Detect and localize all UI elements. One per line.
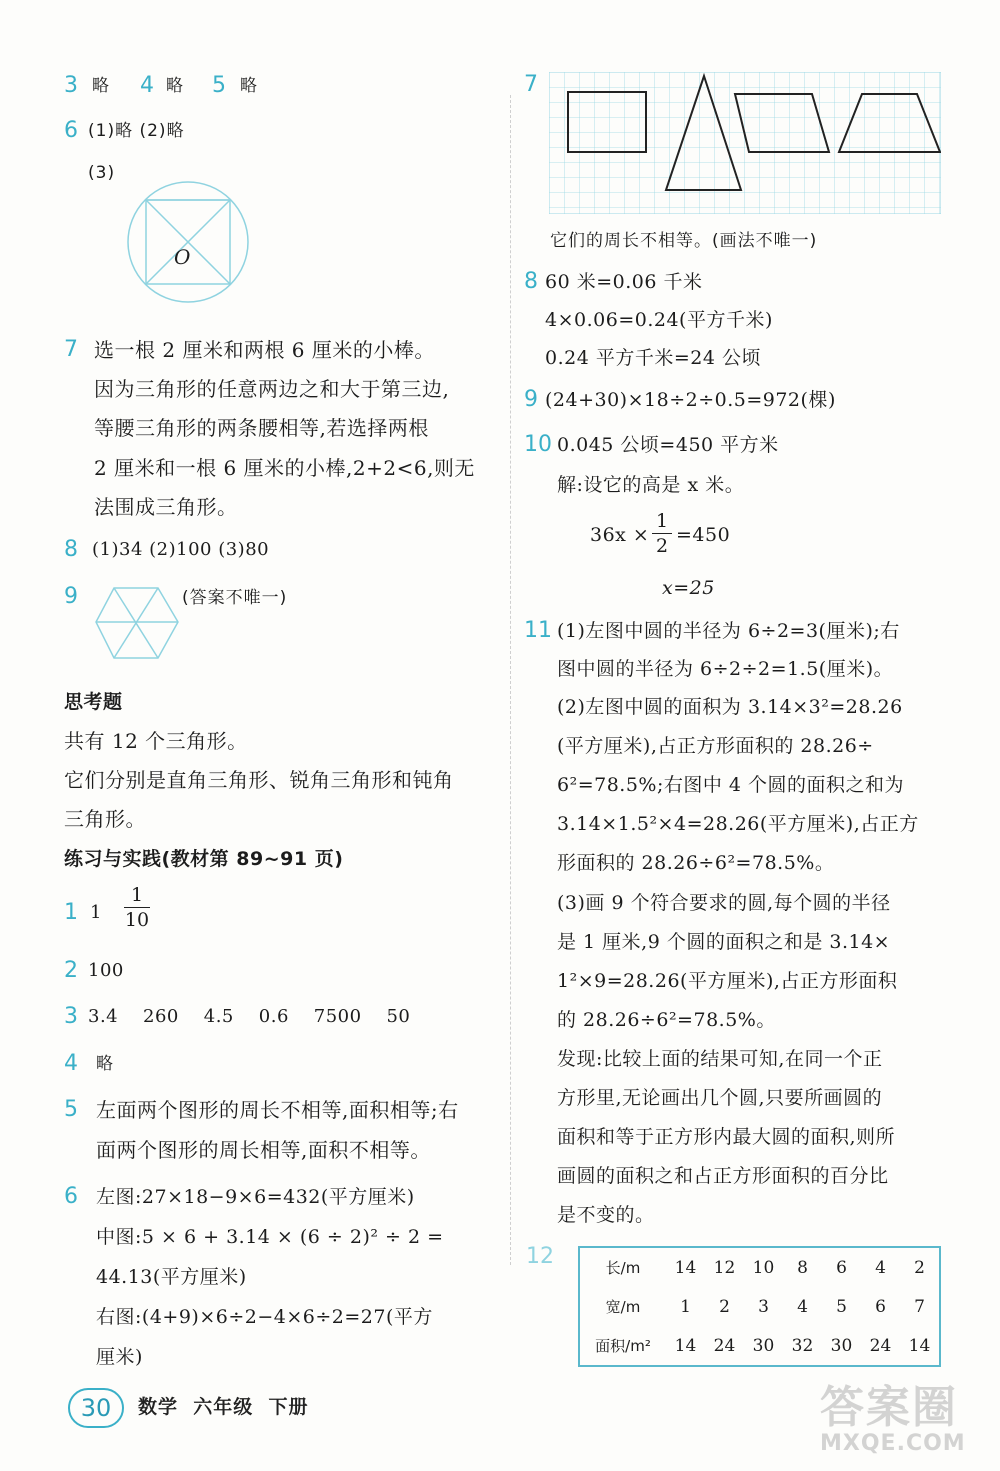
think-line: 它们分别是直角三角形、锐角三角形和钝角	[64, 768, 454, 792]
r11-number: 11	[524, 618, 552, 643]
r11-line: 是 1 厘米,9 个圆的面积之和是 3.14×	[557, 931, 891, 953]
r10-solution: x=25	[662, 577, 715, 599]
r11-line: 形面积的 28.26÷6²=78.5%。	[557, 852, 835, 874]
q4-number: 4	[140, 73, 154, 98]
think-line: 三角形。	[64, 807, 146, 831]
page-number-badge: 30	[68, 1388, 124, 1428]
r10-equation-left: 36x ×	[590, 524, 650, 546]
r12-number: 12	[526, 1244, 554, 1269]
footer-book-title: 数学 六年级 下册	[138, 1396, 309, 1418]
table-cell: 3	[758, 1296, 769, 1317]
q8-answer: (1)34 (2)100 (3)80	[92, 539, 270, 560]
q7-number: 7	[64, 337, 78, 362]
table-cell: 24	[713, 1335, 736, 1356]
p6-line: 厘米)	[96, 1346, 143, 1368]
table-cell: 4	[797, 1296, 808, 1317]
r11-line: 1²×9=28.26(平方厘米),占正方形面积	[557, 970, 898, 992]
r10-fraction-denominator: 2	[655, 535, 669, 557]
p3-number: 3	[64, 1004, 78, 1029]
r10-fraction-numerator: 1	[655, 510, 669, 532]
practice-title: 练习与实践(教材第 89~91 页)	[64, 848, 344, 870]
hexagon-figure	[92, 582, 184, 664]
r9-number: 9	[524, 387, 538, 412]
table-cell: 6	[836, 1257, 847, 1278]
r11-line: 发现:比较上面的结果可知,在同一个正	[557, 1048, 883, 1070]
q5-answer: 略	[240, 76, 258, 96]
p6-line: 右图:(4+9)×6÷2−4×6÷2=27(平方	[96, 1306, 433, 1328]
table-cell: 30	[752, 1335, 775, 1356]
r11-line: 画圆的面积之和占正方形面积的百分比	[557, 1165, 889, 1187]
dimensions-table	[578, 1246, 941, 1367]
table-row-header: 面积/m²	[595, 1337, 651, 1355]
column-divider	[510, 95, 511, 1265]
r10-fraction	[652, 510, 672, 557]
table-cell: 6	[875, 1296, 886, 1317]
r10-equation-right: =450	[676, 524, 731, 546]
p5-number: 5	[64, 1097, 78, 1122]
table-cell: 10	[752, 1257, 775, 1278]
p4-answer: 略	[96, 1054, 114, 1074]
r11-line: (平方厘米),占正方形面积的 28.26÷	[557, 735, 874, 757]
r7-number: 7	[524, 72, 538, 97]
shapes-grid-figure	[549, 72, 941, 214]
think-title: 思考题	[64, 691, 123, 713]
table-cell: 2	[719, 1296, 730, 1317]
r10-line1: 0.045 公顷=450 平方米	[557, 434, 779, 456]
q3-answer: 略	[92, 76, 110, 96]
r11-line: (3)画 9 个符合要求的圆,每个圆的半径	[557, 892, 891, 914]
watermark	[820, 1384, 966, 1456]
q9-number: 9	[64, 584, 78, 609]
fraction-bar	[652, 533, 672, 534]
p6-line: 44.13(平方厘米)	[96, 1266, 247, 1288]
q7-line: 因为三角形的任意两边之和大于第三边,	[94, 377, 450, 401]
q6-number: 6	[64, 118, 78, 143]
table-cell: 4	[875, 1257, 886, 1278]
r11-line: (2)左图中圆的面积为 3.14×3²=28.26	[557, 696, 903, 718]
p3-answer: 3.4 260 4.5 0.6 7500 50	[88, 1006, 411, 1027]
circle-square-figure	[118, 172, 260, 314]
table-cell: 7	[914, 1296, 925, 1317]
table-cell: 14	[908, 1335, 931, 1356]
r8-line: 4×0.06=0.24(平方千米)	[545, 309, 773, 331]
p6-line: 左图:27×18−9×6=432(平方厘米)	[96, 1186, 415, 1208]
table-cell: 5	[836, 1296, 847, 1317]
table-cell: 32	[791, 1335, 814, 1356]
q7-line: 2 厘米和一根 6 厘米的小棒,2+2<6,则无	[94, 456, 475, 480]
p6-number: 6	[64, 1184, 78, 1209]
q8-number: 8	[64, 537, 78, 562]
r11-line: 是不变的。	[557, 1204, 655, 1226]
p2-answer: 100	[88, 960, 124, 981]
q7-line: 选一根 2 厘米和两根 6 厘米的小棒。	[94, 338, 435, 362]
q7-line: 法围成三角形。	[94, 495, 238, 519]
table-cell: 8	[797, 1257, 808, 1278]
p1-numerator: 1	[130, 884, 144, 906]
table-cell: 1	[680, 1296, 691, 1317]
r8-line: 0.24 平方千米=24 公顷	[545, 347, 761, 369]
q4-answer: 略	[166, 76, 184, 96]
watermark-url: MXQE.COM	[820, 1431, 966, 1456]
r11-line: 的 28.26÷6²=78.5%。	[557, 1009, 776, 1031]
table-row-header: 长/m	[605, 1259, 641, 1277]
table-cell: 24	[869, 1335, 892, 1356]
q3-number: 3	[64, 73, 78, 98]
q9-note: (答案不唯一)	[182, 588, 288, 608]
table-row	[579, 1287, 940, 1326]
fraction-bar	[124, 907, 150, 908]
r11-line: 面积和等于正方形内最大圆的面积,则所	[557, 1126, 896, 1148]
r11-line: (1)左图中圆的半径为 6÷2=3(厘米);右	[557, 620, 900, 642]
p2-number: 2	[64, 958, 78, 983]
r9-answer: (24+30)×18÷2÷0.5=972(棵)	[545, 389, 836, 411]
r8-number: 8	[524, 269, 538, 294]
q6-part3-label: (3)	[88, 163, 116, 183]
r11-line: 3.14×1.5²×4=28.26(平方厘米),占正方	[557, 813, 919, 835]
table-row	[579, 1247, 940, 1287]
think-line: 共有 12 个三角形。	[64, 729, 248, 753]
p1-number: 1	[64, 900, 78, 925]
q5-number: 5	[212, 73, 226, 98]
r11-line: 6²=78.5%;右图中 4 个圆的面积之和为	[557, 774, 905, 796]
p1-whole: 1	[90, 902, 102, 923]
table-row-header: 宽/m	[605, 1298, 641, 1316]
watermark-text: 答案圈	[820, 1382, 958, 1433]
table-cell: 2	[914, 1257, 925, 1278]
q7-line: 等腰三角形的两条腰相等,若选择两根	[94, 416, 429, 440]
p4-number: 4	[64, 1051, 78, 1076]
p5-line: 左面两个图形的周长不相等,面积相等;右	[96, 1098, 459, 1122]
circle-center-label: O	[174, 245, 191, 269]
r10-number: 10	[524, 432, 552, 457]
table-cell: 14	[674, 1335, 697, 1356]
table-cell: 14	[674, 1257, 697, 1278]
q6-answer-line1: (1)略 (2)略	[88, 121, 185, 141]
r11-line: 方形里,无论画出几个圆,只要所画圆的	[557, 1087, 883, 1109]
r10-line2: 解:设它的高是 x 米。	[557, 474, 745, 496]
p5-line: 面两个图形的周长相等,面积不相等。	[96, 1138, 431, 1162]
table-cell: 30	[830, 1335, 853, 1356]
r8-line: 60 米=0.06 千米	[545, 271, 703, 293]
r11-line: 图中圆的半径为 6÷2÷2=1.5(厘米)。	[557, 658, 894, 680]
p6-line: 中图:5 × 6 + 3.14 × (6 ÷ 2)² ÷ 2 =	[96, 1226, 444, 1248]
table-row	[579, 1326, 940, 1366]
table-cell: 12	[713, 1257, 736, 1278]
p1-denominator: 10	[124, 909, 150, 931]
r7-caption: 它们的周长不相等。(画法不唯一)	[550, 231, 818, 251]
p1-fraction	[124, 884, 150, 931]
